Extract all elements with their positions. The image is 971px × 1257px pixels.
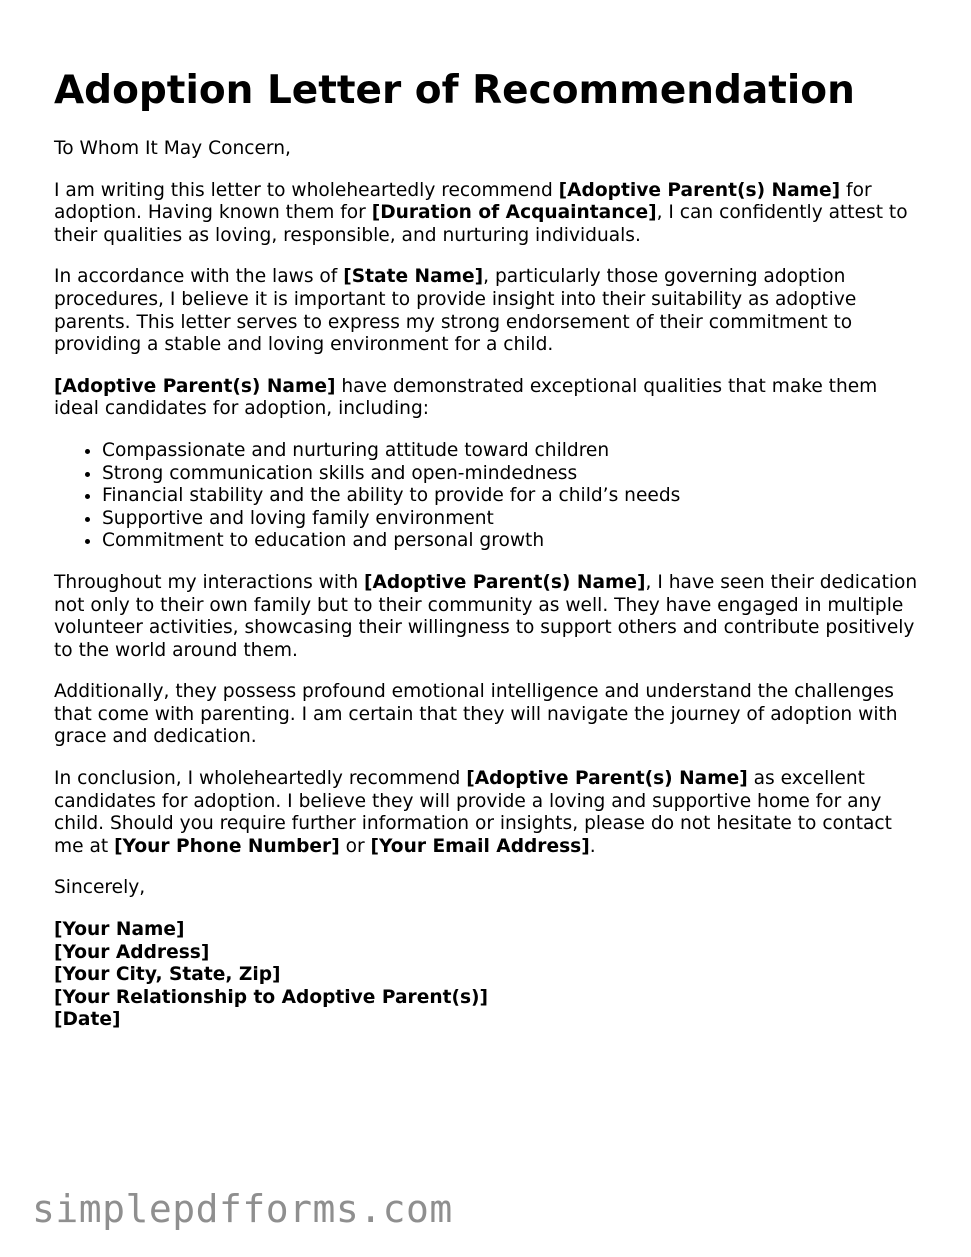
qualities-list (54, 440, 926, 553)
list-item: • Strong communication skills and open-mindedness (102, 463, 926, 486)
signature-date: [Date] (54, 1009, 121, 1031)
signature-block (54, 919, 926, 1032)
signature-name: [Your Name] (54, 919, 185, 941)
list-item: • Financial stability and the ability to provide for a child’s needs (102, 485, 926, 508)
site-watermark: simplepdfforms.com (32, 1187, 453, 1231)
duration-placeholder: [Duration of Acquaintance] (371, 202, 657, 224)
adoptive-parent-name-placeholder: [Adoptive Parent(s) Name] (54, 375, 336, 397)
closing: Sincerely, (54, 877, 146, 899)
laws-paragraph: In accordance with the laws of [State Name], particularly those governing adoption procedures, I believe it is important to provide insight into their suitability as adoptive parents. This letter serves to express my strong endorsement of their commitment to providing a stable and loving environment for a child. (54, 266, 857, 356)
intro-paragraph: I am writing this letter to wholeheartedly recommend [Adoptive Parent(s) Name] for adoption. Having known them for [Duration of Acquaintance], I can confidently attest to their qualities as loving, responsible, and nurturing individuals. (54, 179, 908, 246)
state-name-placeholder: [State Name] (343, 266, 484, 288)
list-item: • Supportive and loving family environment (102, 508, 926, 531)
emotional-intelligence-paragraph: Additionally, they possess profound emotional intelligence and understand the challenges that come with parenting. I am certain that they will navigate the journey of adoption with grace and dedication. (54, 681, 898, 748)
email-address-placeholder: [Your Email Address] (370, 835, 590, 857)
qualities-intro-paragraph: [Adoptive Parent(s) Name] have demonstrated exceptional qualities that make them ideal candidates for adoption, including: (54, 375, 878, 420)
adoptive-parent-name-placeholder: [Adoptive Parent(s) Name] (466, 768, 748, 790)
list-item: • Commitment to education and personal growth (102, 530, 926, 553)
adoptive-parent-name-placeholder: [Adoptive Parent(s) Name] (558, 179, 841, 201)
conclusion-paragraph: In conclusion, I wholeheartedly recommend [Adoptive Parent(s) Name] as excellent candidates for adoption. I believe they will provide a loving and supportive home for any child. Should you require further information or insights, please do not hesitate to contact me at [Your Phone Number] or [Your Email Address]. (54, 768, 892, 857)
signature-relationship: [Your Relationship to Adoptive Parent(s)] (54, 986, 489, 1008)
interactions-paragraph: Throughout my interactions with [Adoptive Parent(s) Name], I have seen their dedication not only to their own family but to their community as well. They have engaged in multiple volunteer activities, showcasing their willingness to support others and contribute positively to the world around them. (54, 571, 918, 661)
phone-number-placeholder: [Your Phone Number] (114, 835, 340, 857)
signature-address: [Your Address] (54, 941, 210, 963)
letter-page (54, 64, 926, 1032)
adoptive-parent-name-placeholder: [Adoptive Parent(s) Name] (364, 571, 646, 593)
salutation: To Whom It May Concern, (54, 138, 291, 159)
page-title: Adoption Letter of Recommendation (54, 68, 855, 113)
list-item: • Compassionate and nurturing attitude toward children (102, 440, 926, 463)
signature-city-state-zip: [Your City, State, Zip] (54, 964, 281, 986)
